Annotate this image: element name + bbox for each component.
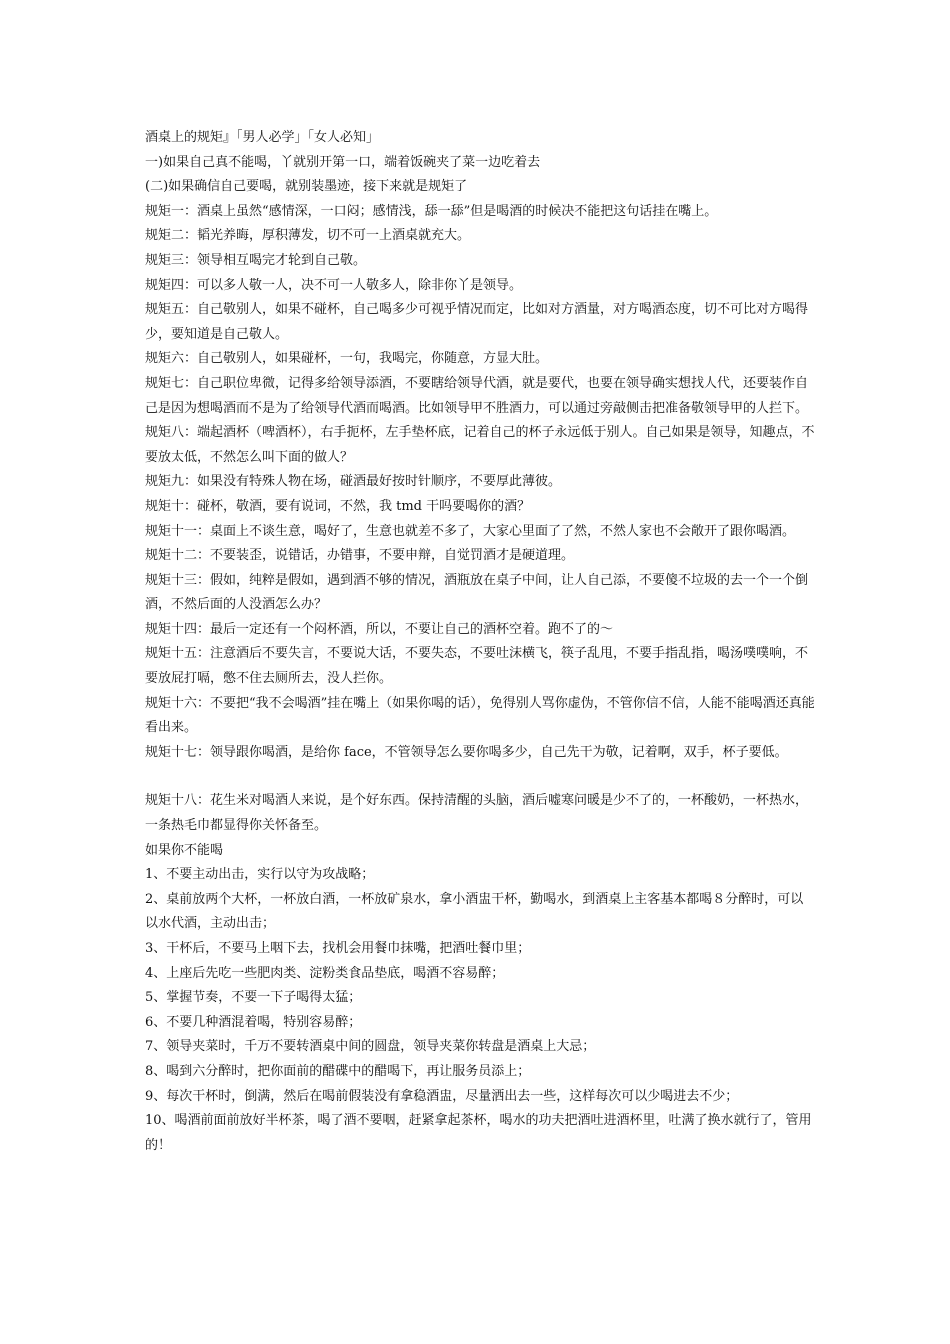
tip-7: 7、领导夹菜时，千万不要转酒桌中间的圆盘，领导夹菜你转盘是酒桌上大忌；: [145, 1039, 596, 1055]
rule-7: 规矩七：自己职位卑微，记得多给领导添酒，不要瞎给领导代酒，就是要代，也要在领导确实想找人代，还要装作自己是因为想喝酒而不是为了给领导代酒而喝酒。比如领导甲不胜酒力，可以通过旁敲侧击把准备敬领导甲的人拦下。: [145, 375, 809, 416]
document-title: 酒桌上的规矩』「男人必学」「女人必知」: [145, 130, 380, 145]
rule-13: 规矩十三：假如，纯粹是假如，遇到酒不够的情况，酒瓶放在桌子中间，让人自己添，不要傻不垃圾的去一个一个倒酒，不然后面的人没酒怎么办？: [145, 572, 809, 613]
tip-4: 4、上座后先吃一些肥肉类、淀粉类食品垫底，喝酒不容易醉；: [145, 965, 505, 981]
rule-8: 规矩八：端起酒杯（啤酒杯），右手扼杯，左手垫杯底，记着自己的杯子永远低于别人。自己如果是领导，知趣点，不要放太低，不然怎么叫下面的做人？: [145, 425, 815, 465]
rule-14: 规矩十四：最后一定还有一个闷杯酒，所以，不要让自己的酒杯空着。跑不了的～: [145, 621, 614, 637]
tip-8: 8、喝到六分醉时，把你面前的醋碟中的醋喝下，再让服务员添上；: [145, 1063, 531, 1079]
tip-2: 2、桌前放两个大杯，一杯放白酒，一杯放矿泉水，拿小酒盅干杯，勤喝水，到酒桌上主客基本都喝８分醉时，可以以水代酒，主动出击；: [145, 891, 804, 932]
rule-12: 规矩十二：不要装歪，说错话，办错事，不要申辩，自觉罚酒才是硬道理。: [145, 548, 575, 564]
rule-11: 规矩十一：桌面上不谈生意，喝好了，生意也就差不多了，大家心里面了了然，不然人家也不会敞开了跟你喝酒。: [145, 523, 796, 539]
tip-10: 10、喝酒前面前放好半杯茶，喝了酒不要咽，赶紧拿起茶杯，喝水的功夫把酒吐进酒杯里，吐满了换水就行了，管用的！: [145, 1113, 812, 1153]
tip-5: 5、掌握节奏，不要一下子喝得太猛；: [145, 990, 362, 1006]
intro-line-1: 一)如果自己真不能喝，丫就别开第一口，端着饭碗夹了菜一边吃着去: [145, 154, 541, 170]
tip-3: 3、干杯后，不要马上咽下去，找机会用餐巾抹嘴，把酒吐餐巾里；: [145, 941, 531, 956]
rule-18: 规矩十八：花生米对喝酒人来说，是个好东西。保持清醒的头脑，酒后嘘寒问暖是少不了的，一杯酸奶，一杯热水，一条热毛巾都显得你关怀备至。: [145, 793, 809, 834]
rule-9: 规矩九：如果没有特殊人物在场，碰酒最好按时针顺序，不要厚此薄彼。: [145, 474, 562, 490]
rule-17: 规矩十七：领导跟你喝酒，是给你 face，不管领导怎么要你喝多少，自己先干为敬，记着啊，双手，杯子要低。: [145, 744, 788, 760]
rule-15: 规矩十五：注意酒后不要失言，不要说大话，不要失态，不要吐沫横飞，筷子乱甩，不要手指乱指，喝汤噗噗响，不要放屁打嗝，憋不住去厕所去，没人拦你。: [145, 646, 809, 687]
section-heading: 如果你不能喝: [145, 842, 224, 858]
rule-16: 规矩十六：不要把“我不会喝酒”挂在嘴上（如果你喝的话），免得别人骂你虚伪，不管你信不信，人能不能喝酒还真能看出来。: [145, 695, 815, 736]
tip-6: 6、不要几种酒混着喝，特别容易醉；: [145, 1014, 362, 1030]
rule-6: 规矩六：自己敬别人，如果碰杯，一句，我喝完，你随意，方显大肚。: [145, 351, 549, 367]
rule-1: 规矩一：酒桌上虽然“感情深，一口闷；感情浅，舔一舔”但是喝酒的时候决不能把这句话挂在嘴上。: [145, 203, 718, 219]
tip-9: 9、每次干杯时，倒满，然后在喝前假装没有拿稳酒盅，尽量洒出去一些，这样每次可以少喝进去不少；: [145, 1088, 739, 1104]
tip-1: 1、不要主动出击，实行以守为攻战略；: [145, 867, 375, 883]
rule-3: 规矩三：领导相互喝完才轮到自己敬。: [145, 252, 367, 268]
blank-line: [145, 765, 815, 789]
rule-10: 规矩十：碰杯，敬酒，要有说词，不然，我 tmd 干吗要喝你的酒？: [145, 498, 531, 514]
intro-line-2: (二)如果确信自己要喝，就别装墨迹，接下来就是规矩了: [145, 179, 468, 195]
rule-5: 规矩五：自己敬别人，如果不碰杯，自己喝多少可视乎情况而定，比如对方酒量，对方喝酒态度，切不可比对方喝得少，要知道是自己敬人。: [145, 302, 809, 342]
document-body: [145, 126, 815, 1158]
rule-2: 规矩二：韬光养晦，厚积薄发，切不可一上酒桌就充大。: [145, 228, 471, 244]
rule-4: 规矩四：可以多人敬一人，决不可一人敬多人，除非你丫是领导。: [145, 277, 523, 293]
